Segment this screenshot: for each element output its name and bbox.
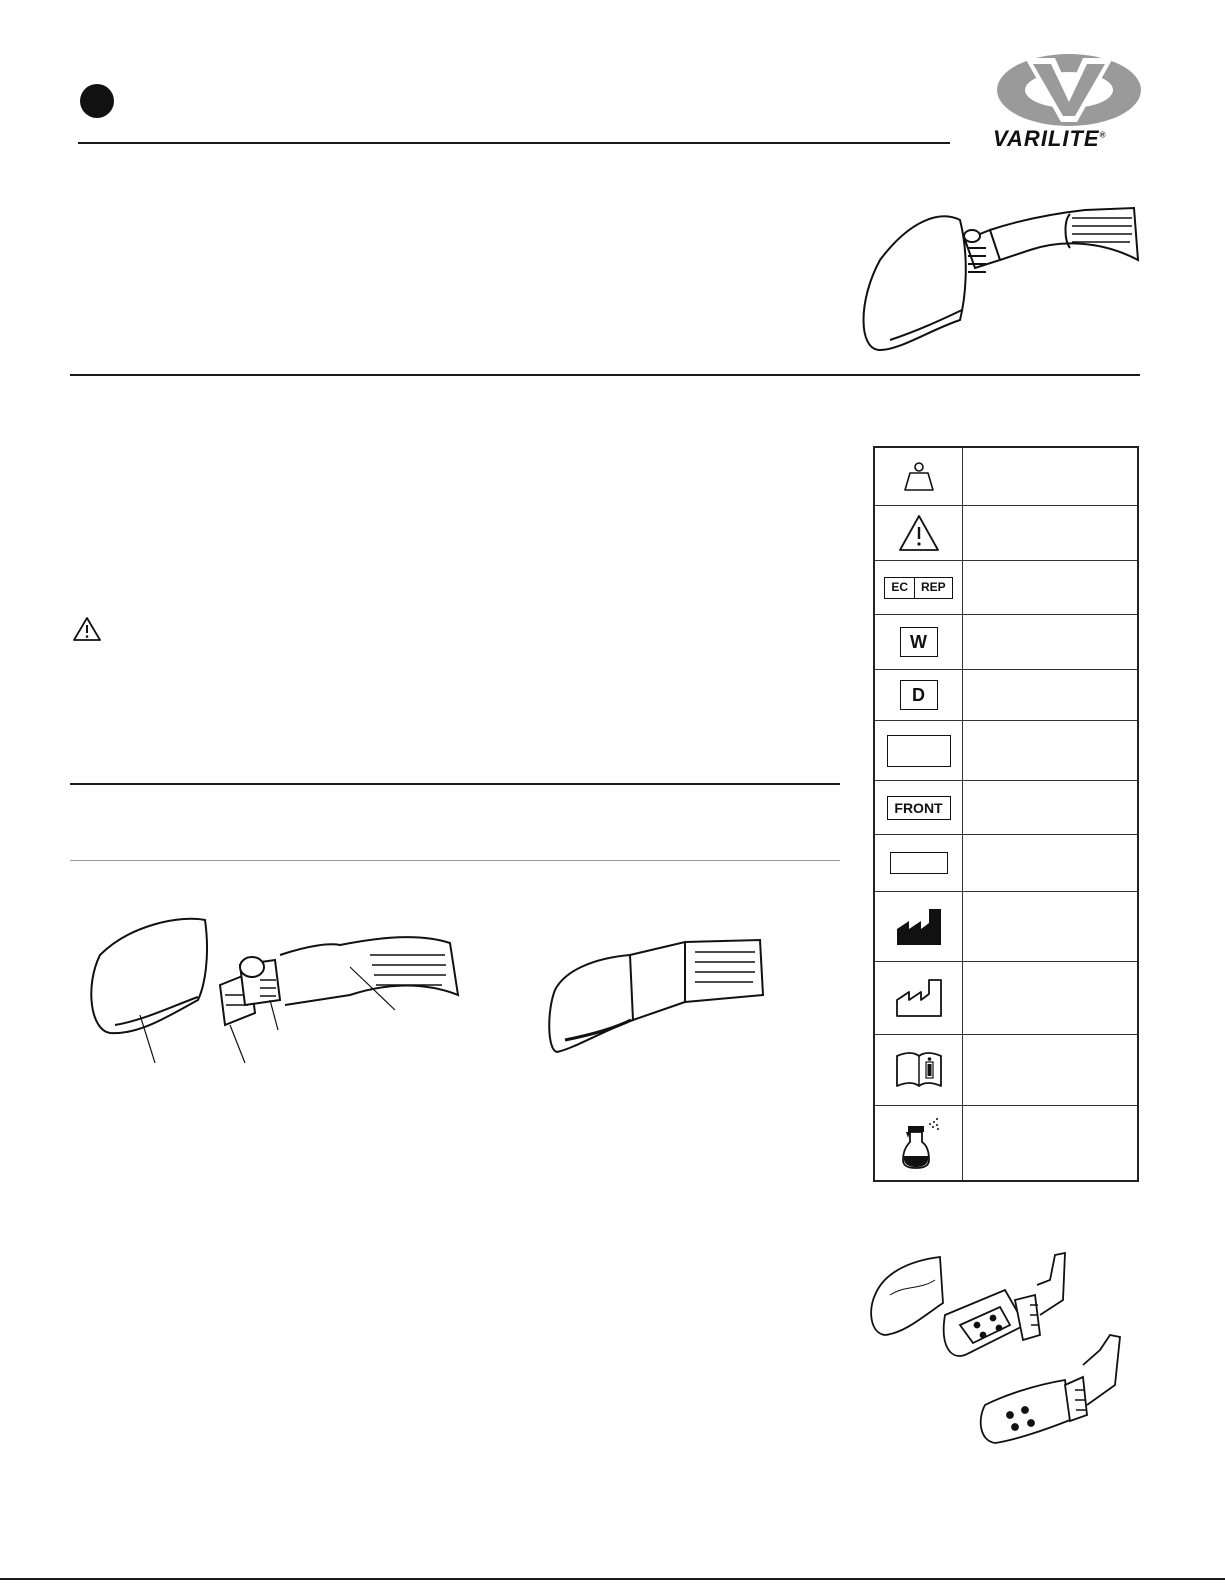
symbol-cell <box>875 506 963 560</box>
brand-text: VARILITE <box>993 126 1100 151</box>
headrest-parts-illustration <box>80 905 480 1075</box>
symbol-description <box>967 615 1133 669</box>
symbol-description <box>967 1035 1133 1105</box>
section-rule-middle <box>70 783 840 785</box>
symbol-description <box>967 892 1133 961</box>
symbol-row <box>875 834 1137 891</box>
symbol-row <box>875 961 1137 1034</box>
symbol-row <box>875 720 1137 780</box>
date-of-manufacture-icon <box>895 978 943 1018</box>
front-box-icon: FRONT <box>887 796 951 820</box>
symbol-table <box>873 446 1139 1182</box>
manufacturer-icon <box>895 907 943 947</box>
symbol-cell <box>875 561 963 614</box>
header-rule <box>78 142 950 144</box>
symbol-cell <box>875 1035 963 1105</box>
symbol-description <box>967 670 1133 720</box>
symbol-cell <box>875 781 963 834</box>
headrest-pads-illustration <box>865 1245 1135 1460</box>
brand-mark: ® <box>1099 130 1107 140</box>
symbol-row <box>875 505 1137 560</box>
warning-icon <box>72 616 102 642</box>
symbol-row <box>875 669 1137 720</box>
headrest-top-illustration <box>850 200 1150 360</box>
d-box-icon: D <box>900 680 938 710</box>
symbol-row <box>875 891 1137 961</box>
symbol-description <box>967 721 1133 780</box>
symbol-row <box>875 448 1137 505</box>
rep-label: REP <box>920 579 946 594</box>
symbol-description <box>967 1106 1133 1180</box>
symbol-cell <box>875 448 963 505</box>
symbol-description <box>967 835 1133 891</box>
symbol-row <box>875 560 1137 614</box>
ec-label: EC <box>885 578 915 598</box>
empty-box-icon <box>887 735 951 767</box>
symbol-cell <box>875 721 963 780</box>
symbol-cell <box>875 1106 963 1180</box>
empty-small-box-icon <box>890 852 948 874</box>
brand-name <box>993 126 1107 152</box>
symbol-cell <box>875 670 963 720</box>
ec-rep-icon <box>884 577 952 599</box>
w-box-icon: W <box>900 627 938 657</box>
weight-icon <box>902 461 936 493</box>
symbol-description <box>967 506 1133 560</box>
footer-rule <box>0 1578 1225 1580</box>
symbol-cell <box>875 962 963 1034</box>
symbol-cell <box>875 615 963 669</box>
consult-instructions-icon <box>894 1050 944 1090</box>
symbol-description <box>967 781 1133 834</box>
cleaning-spray-icon <box>896 1116 942 1170</box>
symbol-row <box>875 780 1137 834</box>
symbol-row <box>875 1034 1137 1105</box>
symbol-description <box>967 561 1133 614</box>
section-bullet <box>80 84 114 118</box>
symbol-description <box>967 448 1133 505</box>
symbol-cell <box>875 835 963 891</box>
section-rule-top <box>70 374 1140 376</box>
section-rule-thin <box>70 860 840 861</box>
warning-icon <box>897 513 941 553</box>
symbol-row <box>875 614 1137 669</box>
symbol-cell <box>875 892 963 961</box>
headrest-assembled-illustration <box>545 930 775 1060</box>
symbol-row <box>875 1105 1137 1180</box>
symbol-description <box>967 962 1133 1034</box>
